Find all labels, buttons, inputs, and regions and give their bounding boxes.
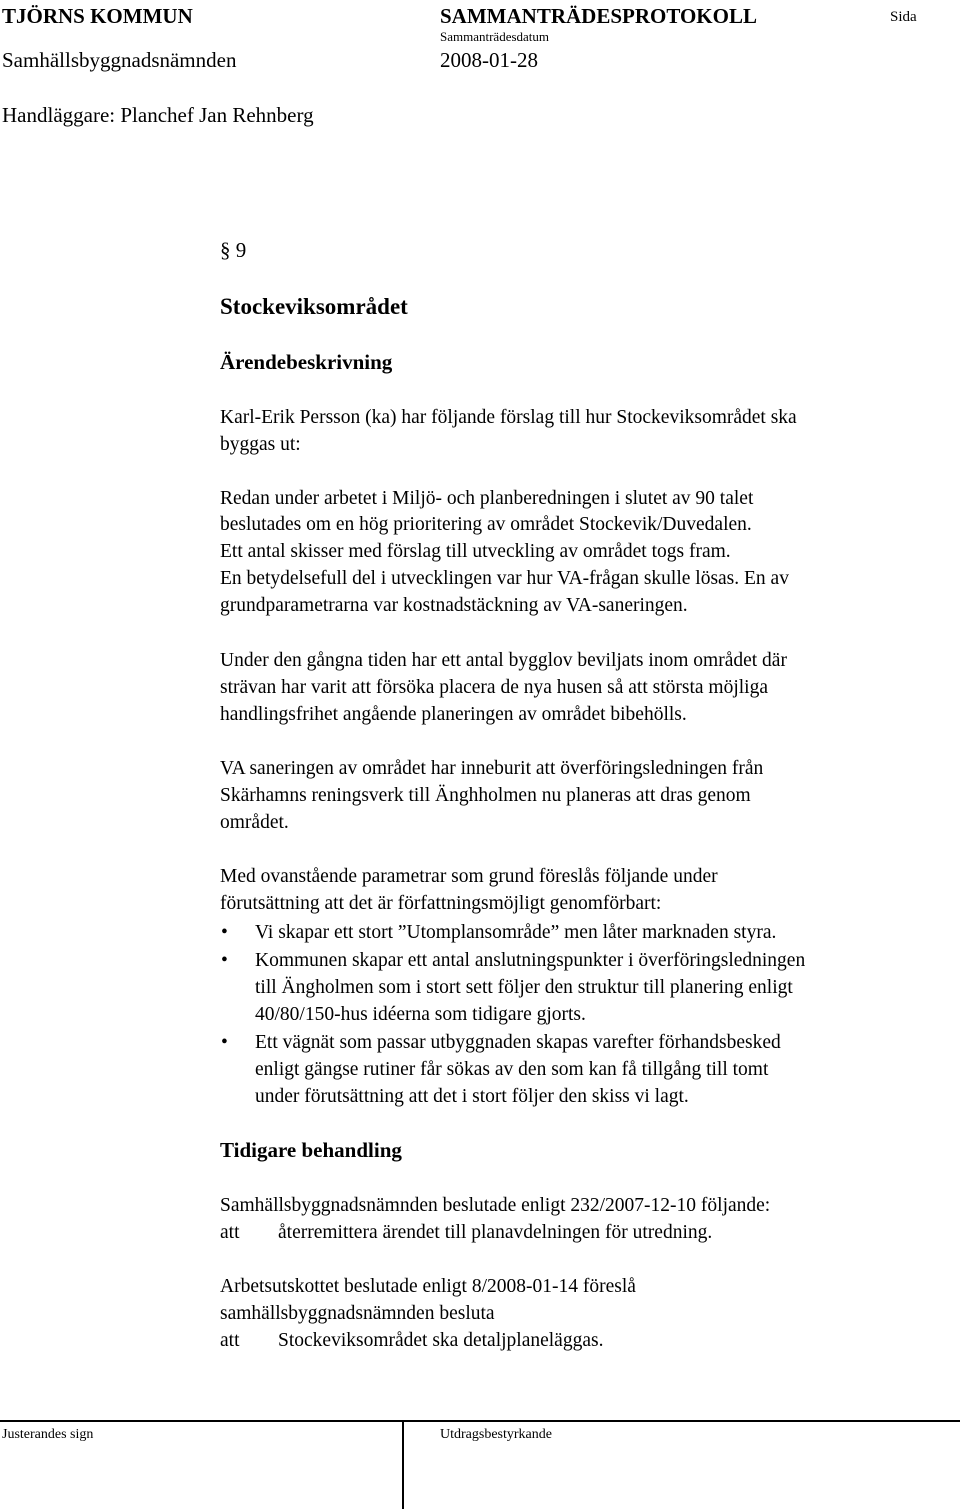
att-text-1: återremittera ärendet till planavdelningen för utredning. [278,1222,713,1243]
p1-line-1: Redan under arbetet i Miljö- och planberedningen i slutet av 90 talet [220,488,754,509]
doc-type: SAMMANTRÄDESPROTOKOLL [440,4,757,28]
p2-line-2: strävan har varit att försöka placera de nya husen så att största möjliga [220,677,768,698]
att-word-1: att [220,1222,240,1243]
p3-line-3: området. [220,812,289,833]
bullet-1-marker: • [221,922,228,943]
section-subtitle: Ärendebeskrivning [220,350,393,374]
sign-label: Justerandes sign [2,1427,94,1442]
bullet-3-line-1: Ett vägnät som passar utbyggnaden skapas varefter förhandsbesked [255,1032,781,1053]
page-label: Sida [890,9,917,25]
bullet-2-line-2: till Ängholmen som i stort sett följer den struktur till planering enligt [255,977,793,998]
footer-divider [402,1420,404,1509]
handler: Handläggare: Planchef Jan Rehnberg [2,103,314,127]
bullet-2-line-1: Kommunen skapar ett antal anslutningspunkter i överföringsledningen [255,950,806,971]
p4-line-2: förutsättning att det är författningsmöjligt genomförbart: [220,893,662,914]
previous-line-2: Arbetsutskottet beslutade enligt 8/2008-01-14 föreslå [220,1276,636,1297]
date-label: Sammanträdesdatum [440,29,550,44]
intro-line-1: Karl-Erik Persson (ka) har följande förslag till hur Stockeviksområdet ska [220,407,797,428]
bullet-1-line-1: Vi skapar ett stort ”Utomplansområde” men låter marknaden styra. [255,922,777,943]
p2-line-1: Under den gångna tiden har ett antal bygglov beviljats inom området där [220,650,787,671]
p3-line-2: Skärhamns reningsverk till Änghholmen nu planeras att dras genom [220,785,751,806]
bullet-3-line-2: enligt gängse rutiner får sökas av den som kan få tillgång till tomt [255,1059,769,1080]
meeting-date: 2008-01-28 [440,48,538,72]
p1-line-5: grundparametrarna var kostnadstäckning av VA-saneringen. [220,595,688,616]
intro-line-2: byggas ut: [220,434,301,455]
att-text-2: Stockeviksområdet ska detaljplaneläggas. [278,1330,604,1351]
p3-line-1: VA saneringen av området har inneburit att överföringsledningen från [220,758,764,779]
previous-line-1: Samhällsbyggnadsnämnden beslutade enligt 232/2007-12-10 följande: [220,1195,771,1216]
bullet-3-marker: • [221,1032,228,1053]
bullet-2-marker: • [221,950,228,971]
org-name: TJÖRNS KOMMUN [2,4,193,28]
bullet-3-line-3: under förutsättning att det i stort följer den skiss vi lagt. [255,1086,689,1107]
p1-line-4: En betydelsefull del i utvecklingen var hur VA-frågan skulle lösas. En av [220,568,789,589]
committee-name: Samhällsbyggnadsnämnden [2,48,237,72]
p1-line-2: beslutades om en hög prioritering av området Stockevik/Duvedalen. [220,514,752,535]
footer-rule [0,1420,960,1422]
att-word-2: att [220,1330,240,1351]
p1-line-3: Ett antal skisser med förslag till utveckling av området togs fram. [220,541,731,562]
p2-line-3: handlingsfrihet angående planeringen av området bibehölls. [220,704,687,725]
bullet-2-line-3: 40/80/150-hus idéerna som tidigare gjorts. [255,1004,586,1025]
section-title: Stockeviksområdet [220,294,408,319]
previous-line-3: samhällsbyggnadsnämnden besluta [220,1303,495,1324]
p4-line-1: Med ovanstående parametrar som grund föreslås följande under [220,866,718,887]
paragraph-number: § 9 [220,238,247,262]
previous-heading: Tidigare behandling [220,1138,402,1162]
extract-label: Utdragsbestyrkande [440,1427,552,1442]
